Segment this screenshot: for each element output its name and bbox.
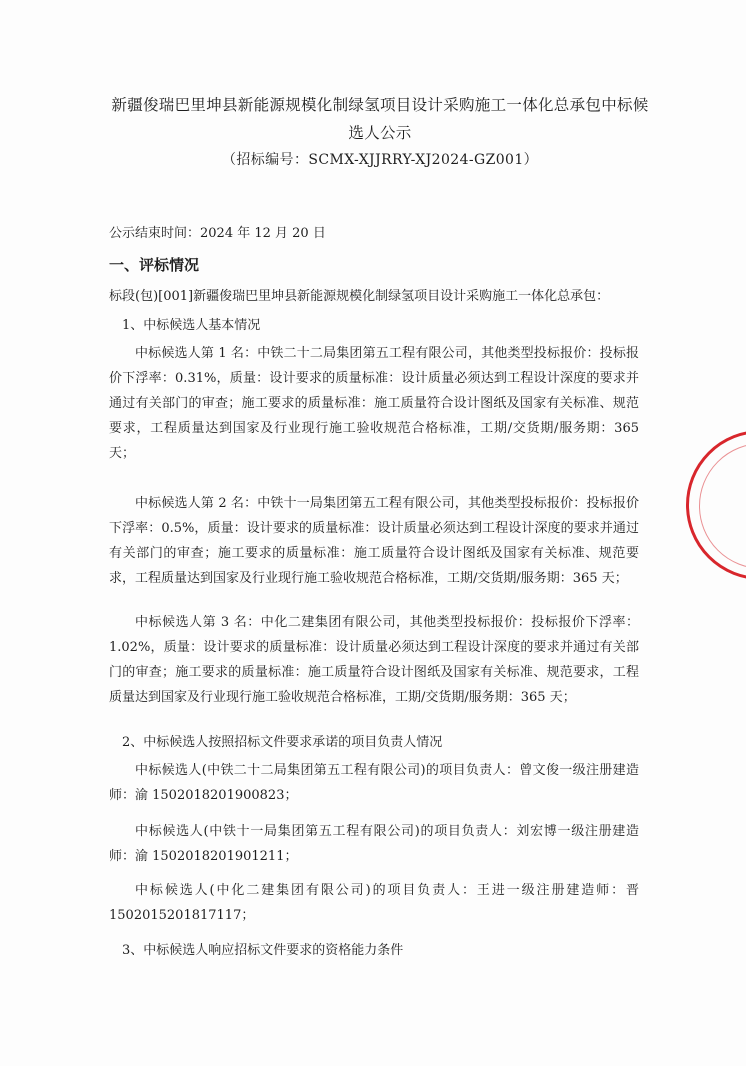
bid-number: （招标编号：SCMX-XJJRRY-XJ2024-GZ001） xyxy=(221,152,539,168)
red-seal-stamp xyxy=(686,430,746,580)
lot-description: 标段(包)[001]新疆俊瑞巴里坤县新能源规模化制绿氢项目设计采购施工一体化总承包： xyxy=(109,289,610,304)
candidate-1-paragraph: 中标候选人第 1 名：中铁二十二局集团第五工程有限公司，其他类型投标报价：投标报价下浮率：0.31%，质量：设计要求的质量标准：设计质量必须达到工程设计深度的要求并通过有关部门的审查；施工要求的质量标准：施工质量符合设计图纸及国家有关标准、规范要求，工程质量达到国家及行业现行施工验收规范合格标准，工期/交货期/服务期：365 天； xyxy=(109,346,639,461)
seal-inner-ring xyxy=(699,443,746,569)
section-heading-evaluation: 一、评标情况 xyxy=(109,256,200,274)
manager-2-paragraph: 中标候选人(中铁十一局集团第五工程有限公司)的项目负责人：刘宏博一级注册建造师：渝 1502018201901211； xyxy=(109,824,639,864)
subheading-project-managers: 2、中标候选人按照招标文件要求承诺的项目负责人情况 xyxy=(122,735,443,750)
candidate-2-paragraph: 中标候选人第 2 名：中铁十一局集团第五工程有限公司，其他类型投标报价：投标报价下浮率：0.5%，质量：设计要求的质量标准：设计质量必须达到工程设计深度的要求并通过有关部门的审查；施工要求的质量标准：施工质量符合设计图纸及国家有关标准、规范要求，工程质量达到国家及行业现行施工验收规范合格标准，工期/交货期/服务期：365 天； xyxy=(109,496,639,586)
publicity-end-time: 公示结束时间：2024 年 12 月 20 日 xyxy=(109,226,326,241)
manager-3-paragraph: 中标候选人(中化二建集团有限公司)的项目负责人：王进一级注册建造师：晋 1502015201817117； xyxy=(109,883,639,923)
subheading-candidate-basics: 1、中标候选人基本情况 xyxy=(122,318,261,333)
document-title-line-2: 选人公示 xyxy=(348,124,412,142)
subheading-qualification: 3、中标候选人响应招标文件要求的资格能力条件 xyxy=(122,943,404,958)
manager-1-paragraph: 中标候选人(中铁二十二局集团第五工程有限公司)的项目负责人：曾文俊一级注册建造师：渝 1502018201900823； xyxy=(109,763,639,803)
candidate-3-paragraph: 中标候选人第 3 名：中化二建集团有限公司，其他类型投标报价：投标报价下浮率：1.02%，质量：设计要求的质量标准：设计质量必须达到工程设计深度的要求并通过有关部门的审查；施工要求的质量标准：施工质量符合设计图纸及国家有关标准、规范要求，工程质量达到国家及行业现行施工验收规范合格标准，工期/交货期/服务期：365 天； xyxy=(109,615,639,705)
document-title-line-1: 新疆俊瑞巴里坤县新能源规模化制绿氢项目设计采购施工一体化总承包中标候 xyxy=(111,96,649,114)
